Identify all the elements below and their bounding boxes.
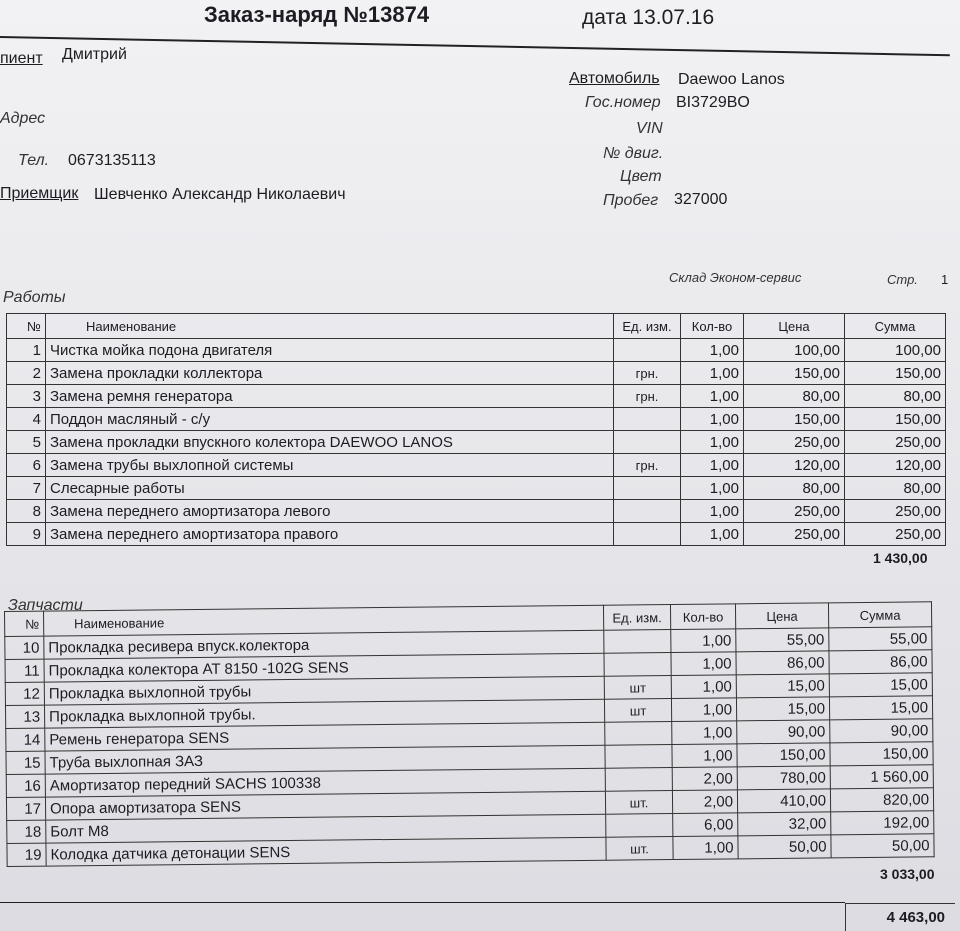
col-unit: Ед. изм.	[603, 605, 670, 631]
row-number: 10	[5, 636, 44, 659]
row-name: Труба выхлопная ЗАЗ	[45, 745, 605, 774]
row-qty: 2,00	[672, 790, 737, 814]
row-number: 6	[7, 454, 46, 477]
date-value: 13.07.16	[632, 6, 715, 29]
row-price: 50,00	[738, 835, 831, 859]
row-unit: грн.	[614, 454, 681, 477]
client-label: пиент	[0, 50, 43, 67]
row-name: Болт М8	[46, 814, 606, 843]
row-price: 250,00	[744, 523, 845, 546]
parts-table	[4, 601, 935, 867]
mileage-label: Пробег	[603, 192, 659, 209]
plate-value: BI3729BO	[676, 94, 750, 111]
row-price: 150,00	[744, 408, 845, 431]
row-sum: 86,00	[829, 650, 932, 674]
col-unit: Ед. изм.	[614, 314, 681, 339]
row-sum: 15,00	[829, 673, 932, 697]
parts-total: 3 033,00	[880, 866, 935, 882]
row-sum: 150,00	[845, 408, 946, 431]
row-number: 7	[7, 477, 46, 500]
row-number: 18	[7, 820, 46, 843]
col-qty: Кол-во	[681, 314, 744, 339]
row-number: 8	[7, 500, 46, 523]
client-name: Дмитрий	[62, 46, 127, 63]
row-price: 90,00	[737, 720, 830, 744]
row-qty: 1,00	[672, 744, 737, 768]
row-qty: 1,00	[673, 836, 738, 860]
work-row	[7, 454, 946, 477]
col-qty: Кол-во	[670, 604, 735, 630]
row-number: 3	[7, 385, 46, 408]
row-unit	[614, 408, 681, 431]
row-unit	[614, 477, 681, 500]
plate-label: Гос.номер	[585, 94, 661, 111]
page-label: Стр.	[887, 272, 918, 287]
row-unit	[604, 653, 671, 677]
row-name: Опора амортизатора SENS	[45, 791, 605, 820]
row-number: 11	[5, 659, 44, 682]
row-sum: 80,00	[845, 385, 946, 408]
row-unit: шт	[604, 699, 671, 723]
mileage-value: 327000	[674, 191, 728, 208]
works-rows	[7, 339, 946, 546]
work-row	[7, 523, 946, 546]
row-name: Слесарные работы	[46, 477, 614, 500]
row-name: Колодка датчика детонации SENS	[46, 837, 606, 866]
row-number: 1	[7, 339, 46, 362]
works-total: 1 430,00	[873, 550, 928, 566]
row-unit: грн.	[614, 385, 681, 408]
work-row	[7, 385, 946, 408]
row-sum: 150,00	[845, 362, 946, 385]
col-price: Цена	[744, 314, 845, 339]
row-name: Прокладка колектора AT 8150 -102G SENS	[44, 653, 604, 682]
col-no: №	[7, 314, 46, 339]
row-number: 9	[7, 523, 46, 546]
work-row	[7, 477, 946, 500]
row-name: Поддон масляный - с/у	[46, 408, 614, 431]
row-sum: 120,00	[845, 454, 946, 477]
row-name: Замена прокладки впускного колектора DAEWOO LANOS	[46, 431, 614, 454]
page-number: 1	[941, 272, 949, 287]
row-price: 86,00	[736, 651, 829, 675]
col-price: Цена	[735, 603, 828, 629]
row-number: 12	[5, 682, 44, 705]
row-unit	[614, 523, 681, 546]
row-price: 100,00	[744, 339, 845, 362]
row-number: 15	[6, 751, 45, 774]
col-sum: Сумма	[845, 314, 946, 339]
row-qty: 1,00	[681, 477, 744, 500]
works-table	[6, 313, 946, 546]
row-price: 80,00	[744, 385, 845, 408]
receiver-name: Шевченко Александр Николаевич	[94, 186, 346, 203]
work-row	[7, 408, 946, 431]
row-unit	[605, 768, 672, 792]
row-qty: 1,00	[681, 385, 744, 408]
row-price: 15,00	[736, 674, 829, 698]
parts-section-title: Запчасти	[8, 597, 83, 614]
col-sum: Сумма	[828, 602, 931, 628]
row-sum: 250,00	[845, 523, 946, 546]
row-name: Замена трубы выхлопной системы	[46, 454, 614, 477]
row-sum: 50,00	[831, 834, 934, 858]
row-number: 14	[6, 728, 45, 751]
row-sum: 150,00	[830, 742, 933, 766]
col-name: Наименование	[46, 314, 614, 339]
row-unit	[614, 500, 681, 523]
warehouse-label: Склад Эконом-сервис	[669, 270, 802, 285]
row-price: 780,00	[737, 766, 830, 790]
row-number: 19	[7, 843, 46, 866]
row-qty: 1,00	[681, 454, 744, 477]
row-number: 5	[7, 431, 46, 454]
vehicle-model: Daewoo Lanos	[678, 71, 785, 88]
row-name: Прокладка выхлопной трубы.	[44, 699, 604, 728]
header-rule	[0, 36, 950, 56]
row-number: 16	[6, 774, 45, 797]
row-price: 150,00	[744, 362, 845, 385]
row-number: 17	[6, 797, 45, 820]
row-name: Замена переднего амортизатора правого	[46, 523, 614, 546]
work-row	[7, 339, 946, 362]
row-qty: 1,00	[672, 721, 737, 745]
row-number: 4	[7, 408, 46, 431]
row-sum: 15,00	[829, 696, 932, 720]
row-sum: 80,00	[845, 477, 946, 500]
footer-rule	[0, 902, 845, 903]
row-number: 2	[7, 362, 46, 385]
parts-rows	[5, 627, 934, 867]
row-price: 250,00	[744, 431, 845, 454]
work-row	[7, 431, 946, 454]
row-qty: 1,00	[671, 675, 736, 699]
row-qty: 2,00	[672, 767, 737, 791]
row-qty: 1,00	[681, 523, 744, 546]
work-row	[7, 500, 946, 523]
color-label: Цвет	[620, 168, 662, 185]
receiver-label: Приемщик	[0, 185, 79, 202]
works-header-row	[7, 314, 946, 339]
grand-total-box	[845, 903, 955, 931]
row-price: 32,00	[738, 812, 831, 836]
row-unit	[605, 745, 672, 769]
row-name: Чистка мойка подона двигателя	[46, 339, 614, 362]
row-sum: 100,00	[845, 339, 946, 362]
order-date	[582, 6, 714, 30]
row-qty: 1,00	[681, 500, 744, 523]
row-unit	[614, 431, 681, 454]
row-unit: грн.	[614, 362, 681, 385]
row-name: Амортизатор передний SACHS 100338	[45, 768, 605, 797]
col-no: №	[5, 611, 44, 636]
address-label: Адрес	[0, 110, 46, 127]
row-qty: 1,00	[681, 339, 744, 362]
col-name: Наименование	[44, 605, 604, 636]
row-price: 410,00	[737, 789, 830, 813]
row-price: 150,00	[737, 743, 830, 767]
row-name: Прокладка выхлопной трубы	[44, 676, 604, 705]
row-qty: 1,00	[681, 408, 744, 431]
row-sum: 192,00	[831, 811, 934, 835]
row-unit	[614, 339, 681, 362]
row-qty: 1,00	[681, 431, 744, 454]
row-price: 80,00	[744, 477, 845, 500]
row-qty: 1,00	[671, 698, 736, 722]
grand-total: 4 463,00	[886, 909, 945, 926]
row-sum: 250,00	[845, 431, 946, 454]
vin-label: VIN	[636, 120, 663, 137]
row-qty: 1,00	[671, 652, 736, 676]
row-qty: 1,00	[671, 629, 736, 653]
engine-no-label: № двиг.	[603, 145, 664, 162]
row-sum: 820,00	[830, 788, 933, 812]
row-number: 13	[5, 705, 44, 728]
row-unit: шт.	[606, 837, 673, 861]
row-sum: 55,00	[829, 627, 932, 651]
row-price: 250,00	[744, 500, 845, 523]
phone-value: 0673135113	[68, 152, 156, 169]
phone-label: Тел.	[18, 152, 50, 169]
row-name: Замена ремня генератора	[46, 385, 614, 408]
row-price: 15,00	[736, 697, 829, 721]
row-unit	[604, 630, 671, 654]
row-sum: 1 560,00	[830, 765, 933, 789]
date-label: дата	[582, 6, 627, 29]
row-sum: 90,00	[830, 719, 933, 743]
row-unit	[606, 814, 673, 838]
row-unit: шт.	[605, 791, 672, 815]
row-sum: 250,00	[845, 500, 946, 523]
row-unit	[605, 722, 672, 746]
order-title: Заказ-наряд №13874	[204, 2, 430, 27]
row-name: Ремень генератора SENS	[45, 722, 605, 751]
works-section-title: Работы	[3, 289, 66, 306]
row-qty: 1,00	[681, 362, 744, 385]
row-name: Замена прокладки коллектора	[46, 362, 614, 385]
row-unit: шт	[604, 676, 671, 700]
row-price: 120,00	[744, 454, 845, 477]
row-qty: 6,00	[673, 813, 738, 837]
row-name: Замена переднего амортизатора левого	[46, 500, 614, 523]
row-name: Прокладка ресивера впуск.колектора	[44, 630, 604, 659]
vehicle-label: Автомобиль	[569, 70, 660, 87]
work-row	[7, 362, 946, 385]
row-price: 55,00	[736, 628, 829, 652]
